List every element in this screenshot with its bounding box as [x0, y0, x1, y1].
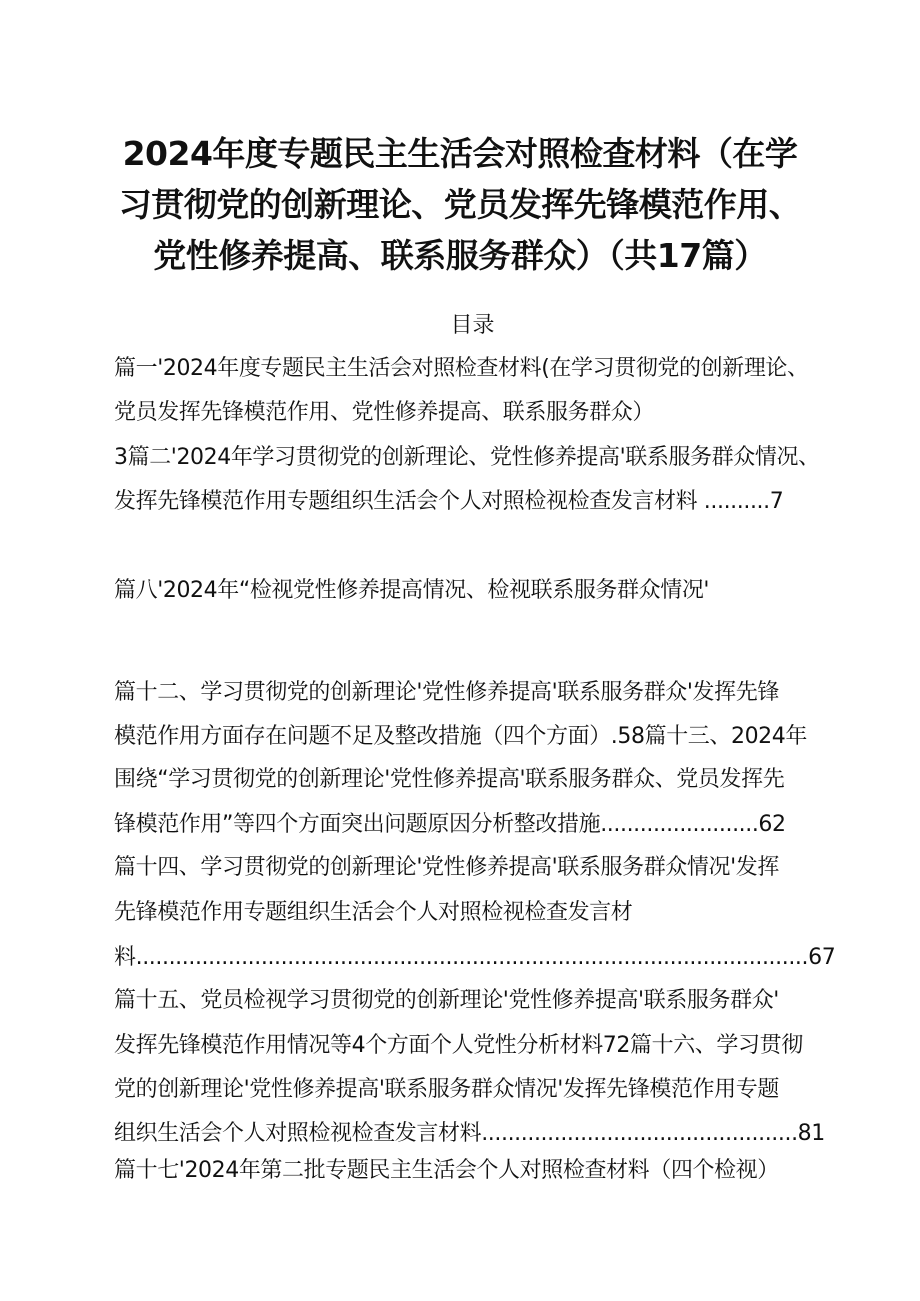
- title-line: 2024年度专题民主生活会对照检查材料（在学: [122, 134, 798, 173]
- toc-entry-line: 党的创新理论'党性修养提高'联系服务群众情况'发挥先锋模范作用专题: [114, 1077, 779, 1102]
- document-title: [60, 128, 860, 281]
- toc-entry-line: 发挥先锋模范作用情况等4个方面个人党性分析材料72篇十六、学习贯彻: [114, 1033, 803, 1058]
- toc-entry-line: 篇十二、学习贯彻党的创新理论'党性修养提高'联系服务群众'发挥先锋: [114, 680, 779, 705]
- toc-entry-line: 组织生活会个人对照检视检查发言材料................................................81: [114, 1121, 825, 1146]
- toc-entry-line: 3篇二'2024年学习贯彻党的创新理论、党性修养提高'联系服务群众情况、: [114, 445, 820, 470]
- toc-entry-line: 篇一'2024年度专题民主生活会对照检查材料(在学习贯彻党的创新理论、: [114, 356, 809, 381]
- toc-entry-line: 料......................................................................................................67: [114, 945, 836, 970]
- toc-entry-line: 党员发挥先锋模范作用、党性修养提高、联系服务群众）: [114, 400, 655, 425]
- title-line: 习贯彻党的创新理论、党员发挥先锋模范作用、: [118, 185, 802, 224]
- toc-heading: 目录: [450, 313, 495, 338]
- toc-entry-line: 发挥先锋模范作用专题组织生活会个人对照检视检查发言材料 ..........7: [114, 489, 784, 514]
- toc-entry-line: 先锋模范作用专题组织生活会个人对照检视检查发言材: [114, 900, 633, 925]
- toc-entry-line: 篇十七'2024年第二批专题民主生活会个人对照检查材料（四个检视）: [114, 1158, 779, 1183]
- toc-entry-line: 模范作用方面存在问题不足及整改措施（四个方面）.58篇十三、2024年: [114, 724, 807, 749]
- toc-entry-line: 锋模范作用”等四个方面突出问题原因分析整改措施........................62: [114, 812, 786, 837]
- toc-entry-line: 篇十五、党员检视学习贯彻党的创新理论'党性修养提高'联系服务群众': [114, 988, 779, 1013]
- toc-entry-line: 围绕“学习贯彻党的创新理论'党性修养提高'联系服务群众、党员发挥先: [114, 767, 785, 792]
- toc-entry-line: 篇八'2024年“检视党性修养提高情况、检视联系服务群众情况': [114, 578, 710, 603]
- title-line: 党性修养提高、联系服务群众）（共17篇）: [153, 236, 767, 275]
- toc-entry-line: 篇十四、学习贯彻党的创新理论'党性修养提高'联系服务群众情况'发挥: [114, 855, 779, 880]
